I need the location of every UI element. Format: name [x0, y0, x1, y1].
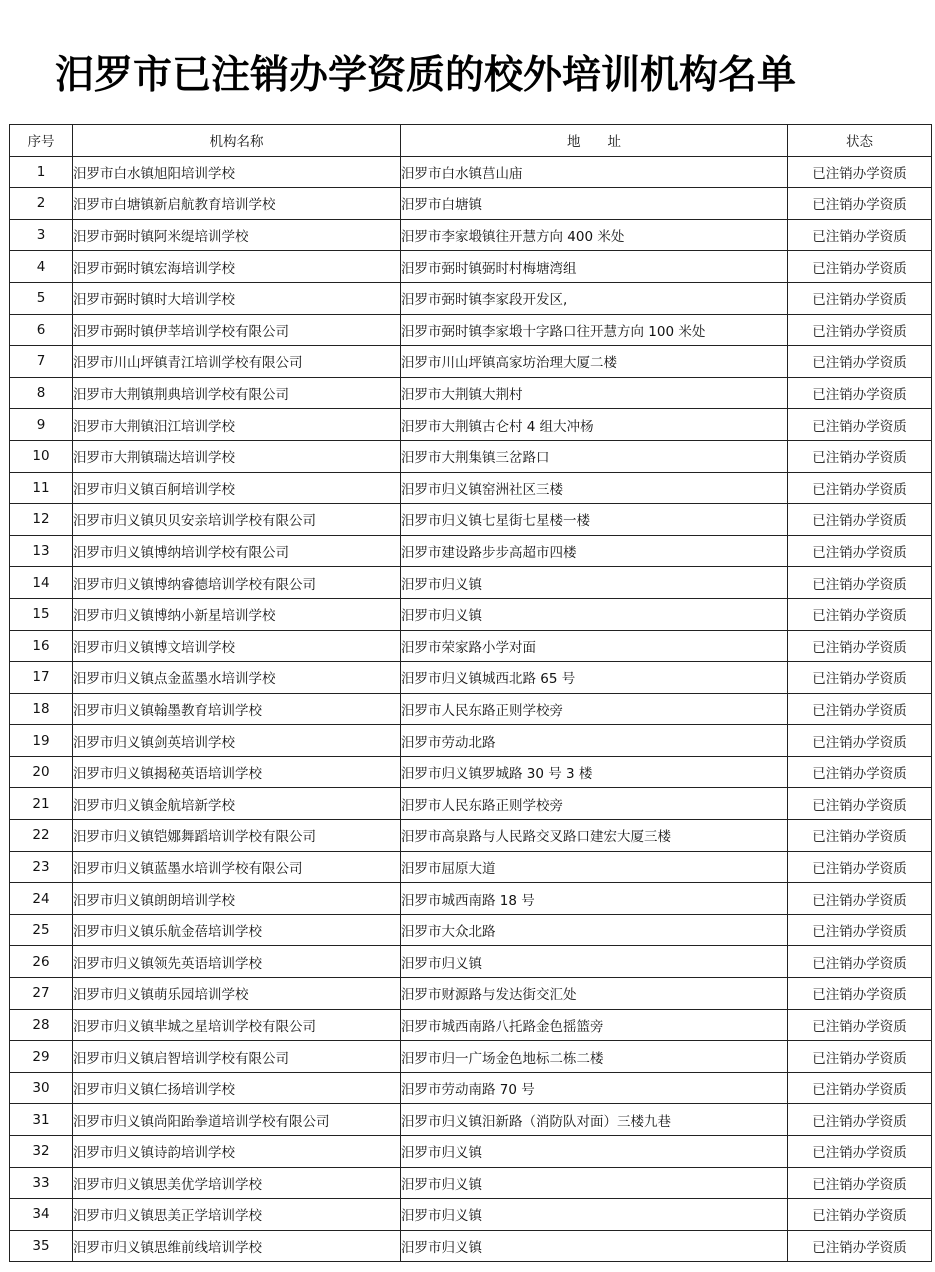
table-row: [10, 630, 932, 662]
status-cell: 已注销办学资质: [788, 788, 932, 820]
row-index-cell: 22: [10, 820, 73, 852]
row-index-cell: 17: [10, 662, 73, 694]
institution-name-cell: 汨罗市归义镇诗韵培训学校: [73, 1136, 401, 1168]
institution-name-cell: 汨罗市归义镇贝贝安亲培训学校有限公司: [73, 504, 401, 536]
status-cell: 已注销办学资质: [788, 1104, 932, 1136]
institution-name-cell: 汨罗市归义镇思美正学培训学校: [73, 1199, 401, 1231]
row-index-cell: 23: [10, 851, 73, 883]
institution-name-cell: 汨罗市归义镇朗朗培训学校: [73, 883, 401, 915]
row-index-cell: 29: [10, 1041, 73, 1073]
address-cell: 汨罗市大荆镇古仑村 4 组大冲杨: [401, 409, 788, 441]
status-cell: 已注销办学资质: [788, 1167, 932, 1199]
institution-name-cell: 汨罗市弼时镇宏海培训学校: [73, 251, 401, 283]
row-index-cell: 15: [10, 598, 73, 630]
institution-name-cell: 汨罗市归义镇博文培训学校: [73, 630, 401, 662]
status-cell: 已注销办学资质: [788, 630, 932, 662]
address-cell: 汨罗市建设路步步高超市四楼: [401, 535, 788, 567]
address-cell: 汨罗市高泉路与人民路交叉路口建宏大厦三楼: [401, 820, 788, 852]
status-cell: 已注销办学资质: [788, 1072, 932, 1104]
address-cell: 汨罗市归义镇城西北路 65 号: [401, 662, 788, 694]
address-cell: 汨罗市归义镇: [401, 1136, 788, 1168]
table-row: [10, 504, 932, 536]
status-cell: 已注销办学资质: [788, 725, 932, 757]
row-index-cell: 26: [10, 946, 73, 978]
status-cell: 已注销办学资质: [788, 251, 932, 283]
row-index-cell: 13: [10, 535, 73, 567]
table-row: [10, 535, 932, 567]
table-row: [10, 567, 932, 599]
table-row: [10, 883, 932, 915]
status-cell: 已注销办学资质: [788, 978, 932, 1010]
address-cell: 汨罗市屈原大道: [401, 851, 788, 883]
address-cell: 汨罗市归义镇: [401, 598, 788, 630]
row-index-cell: 21: [10, 788, 73, 820]
institution-name-cell: 汨罗市弼时镇伊莘培训学校有限公司: [73, 314, 401, 346]
institution-name-cell: 汨罗市大荆镇荆典培训学校有限公司: [73, 377, 401, 409]
address-cell: 汨罗市归一广场金色地标二栋二楼: [401, 1041, 788, 1073]
status-cell: 已注销办学资质: [788, 1009, 932, 1041]
table-row: [10, 1199, 932, 1231]
table-row: [10, 1167, 932, 1199]
table-row: [10, 314, 932, 346]
status-cell: 已注销办学资质: [788, 188, 932, 220]
row-index-cell: 34: [10, 1199, 73, 1231]
row-index-cell: 3: [10, 219, 73, 251]
table-row: [10, 377, 932, 409]
institution-name-cell: 汨罗市弼时镇时大培训学校: [73, 282, 401, 314]
row-index-cell: 6: [10, 314, 73, 346]
table-row: [10, 978, 932, 1010]
status-cell: 已注销办学资质: [788, 472, 932, 504]
table-row: [10, 251, 932, 283]
row-index-cell: 14: [10, 567, 73, 599]
address-cell: 汨罗市归义镇窑洲社区三楼: [401, 472, 788, 504]
address-cell: 汨罗市归义镇汨新路（消防队对面）三楼九巷: [401, 1104, 788, 1136]
table-row: [10, 219, 932, 251]
address-cell: 汨罗市归义镇: [401, 1167, 788, 1199]
row-index-cell: 5: [10, 282, 73, 314]
address-cell: 汨罗市人民东路正则学校旁: [401, 788, 788, 820]
table-row: [10, 346, 932, 378]
address-cell: 汨罗市城西南路八托路金色摇篮旁: [401, 1009, 788, 1041]
address-cell: 汨罗市荣家路小学对面: [401, 630, 788, 662]
status-cell: 已注销办学资质: [788, 440, 932, 472]
institution-name-cell: 汨罗市归义镇启智培训学校有限公司: [73, 1041, 401, 1073]
institution-name-cell: 汨罗市归义镇博纳睿德培训学校有限公司: [73, 567, 401, 599]
institution-name-cell: 汨罗市弼时镇阿米缇培训学校: [73, 219, 401, 251]
institution-name-cell: 汨罗市归义镇金航培新学校: [73, 788, 401, 820]
institution-name-cell: 汨罗市归义镇芈城之星培训学校有限公司: [73, 1009, 401, 1041]
row-index-cell: 18: [10, 693, 73, 725]
row-index-cell: 24: [10, 883, 73, 915]
header-status: 状态: [788, 125, 932, 157]
address-cell: 汨罗市财源路与发达街交汇处: [401, 978, 788, 1010]
institution-name-cell: 汨罗市归义镇蓝墨水培训学校有限公司: [73, 851, 401, 883]
address-cell: 汨罗市弼时镇弼时村梅塘湾组: [401, 251, 788, 283]
status-cell: 已注销办学资质: [788, 1230, 932, 1262]
institution-name-cell: 汨罗市归义镇剑英培训学校: [73, 725, 401, 757]
table-row: [10, 914, 932, 946]
status-cell: 已注销办学资质: [788, 346, 932, 378]
institution-name-cell: 汨罗市大荆镇瑞达培训学校: [73, 440, 401, 472]
table-row: [10, 946, 932, 978]
table-row: [10, 1041, 932, 1073]
institution-name-cell: 汨罗市归义镇铠娜舞蹈培训学校有限公司: [73, 820, 401, 852]
table-row: [10, 409, 932, 441]
address-cell: 汨罗市归义镇: [401, 567, 788, 599]
row-index-cell: 12: [10, 504, 73, 536]
table-row: [10, 440, 932, 472]
address-cell: 汨罗市李家塅镇往开慧方向 400 米处: [401, 219, 788, 251]
address-cell: 汨罗市大众北路: [401, 914, 788, 946]
table-row: [10, 725, 932, 757]
table-row: [10, 788, 932, 820]
status-cell: 已注销办学资质: [788, 377, 932, 409]
address-cell: 汨罗市白水镇莒山庙: [401, 156, 788, 188]
institution-name-cell: 汨罗市归义镇揭秘英语培训学校: [73, 756, 401, 788]
row-index-cell: 35: [10, 1230, 73, 1262]
table-row: [10, 282, 932, 314]
status-cell: 已注销办学资质: [788, 598, 932, 630]
institution-name-cell: 汨罗市大荆镇汨江培训学校: [73, 409, 401, 441]
table-row: [10, 662, 932, 694]
status-cell: 已注销办学资质: [788, 409, 932, 441]
table-row: [10, 1104, 932, 1136]
row-index-cell: 33: [10, 1167, 73, 1199]
address-cell: 汨罗市弼时镇李家塅十字路口往开慧方向 100 米处: [401, 314, 788, 346]
status-cell: 已注销办学资质: [788, 504, 932, 536]
status-cell: 已注销办学资质: [788, 662, 932, 694]
address-cell: 汨罗市归义镇: [401, 1199, 788, 1231]
table-row: [10, 1136, 932, 1168]
institution-name-cell: 汨罗市归义镇仁扬培训学校: [73, 1072, 401, 1104]
row-index-cell: 1: [10, 156, 73, 188]
row-index-cell: 16: [10, 630, 73, 662]
row-index-cell: 20: [10, 756, 73, 788]
status-cell: 已注销办学资质: [788, 851, 932, 883]
status-cell: 已注销办学资质: [788, 567, 932, 599]
row-index-cell: 30: [10, 1072, 73, 1104]
status-cell: 已注销办学资质: [788, 756, 932, 788]
status-cell: 已注销办学资质: [788, 883, 932, 915]
table-row: [10, 1230, 932, 1262]
institution-name-cell: 汨罗市归义镇点金蓝墨水培训学校: [73, 662, 401, 694]
address-cell: 汨罗市归义镇: [401, 1230, 788, 1262]
address-cell: 汨罗市归义镇: [401, 946, 788, 978]
status-cell: 已注销办学资质: [788, 535, 932, 567]
row-index-cell: 19: [10, 725, 73, 757]
institution-name-cell: 汨罗市川山坪镇青江培训学校有限公司: [73, 346, 401, 378]
row-index-cell: 2: [10, 188, 73, 220]
status-cell: 已注销办学资质: [788, 1041, 932, 1073]
address-cell: 汨罗市城西南路 18 号: [401, 883, 788, 915]
table-header-row: [10, 125, 932, 157]
address-cell: 汨罗市劳动北路: [401, 725, 788, 757]
row-index-cell: 32: [10, 1136, 73, 1168]
page-title: 汨罗市已注销办学资质的校外培训机构名单: [55, 52, 797, 98]
institution-name-cell: 汨罗市归义镇乐航金蓓培训学校: [73, 914, 401, 946]
table-row: [10, 598, 932, 630]
institution-name-cell: 汨罗市归义镇博纳小新星培训学校: [73, 598, 401, 630]
table-row: [10, 156, 932, 188]
institution-table: [9, 124, 932, 1262]
status-cell: 已注销办学资质: [788, 820, 932, 852]
row-index-cell: 7: [10, 346, 73, 378]
table-row: [10, 756, 932, 788]
table-body: [10, 156, 932, 1262]
institution-name-cell: 汨罗市归义镇领先英语培训学校: [73, 946, 401, 978]
row-index-cell: 11: [10, 472, 73, 504]
status-cell: 已注销办学资质: [788, 219, 932, 251]
address-cell: 汨罗市大荆集镇三岔路口: [401, 440, 788, 472]
table-row: [10, 820, 932, 852]
status-cell: 已注销办学资质: [788, 314, 932, 346]
address-cell: 汨罗市弼时镇李家段开发区,: [401, 282, 788, 314]
institution-name-cell: 汨罗市归义镇百舸培训学校: [73, 472, 401, 504]
address-cell: 汨罗市白塘镇: [401, 188, 788, 220]
address-cell: 汨罗市川山坪镇高家坊治理大厦二楼: [401, 346, 788, 378]
status-cell: 已注销办学资质: [788, 156, 932, 188]
row-index-cell: 4: [10, 251, 73, 283]
table-row: [10, 1072, 932, 1104]
address-cell: 汨罗市大荆镇大荆村: [401, 377, 788, 409]
institution-name-cell: 汨罗市归义镇思维前线培训学校: [73, 1230, 401, 1262]
institution-name-cell: 汨罗市归义镇尚阳跆拳道培训学校有限公司: [73, 1104, 401, 1136]
institution-name-cell: 汨罗市归义镇思美优学培训学校: [73, 1167, 401, 1199]
table-row: [10, 693, 932, 725]
institution-name-cell: 汨罗市归义镇萌乐园培训学校: [73, 978, 401, 1010]
status-cell: 已注销办学资质: [788, 693, 932, 725]
institution-name-cell: 汨罗市归义镇博纳培训学校有限公司: [73, 535, 401, 567]
header-address: 地 址: [401, 125, 788, 157]
status-cell: 已注销办学资质: [788, 946, 932, 978]
row-index-cell: 10: [10, 440, 73, 472]
row-index-cell: 31: [10, 1104, 73, 1136]
table-row: [10, 188, 932, 220]
status-cell: 已注销办学资质: [788, 1136, 932, 1168]
address-cell: 汨罗市归义镇七星街七星楼一楼: [401, 504, 788, 536]
row-index-cell: 28: [10, 1009, 73, 1041]
status-cell: 已注销办学资质: [788, 1199, 932, 1231]
header-name: 机构名称: [73, 125, 401, 157]
status-cell: 已注销办学资质: [788, 282, 932, 314]
address-cell: 汨罗市归义镇罗城路 30 号 3 楼: [401, 756, 788, 788]
table-row: [10, 1009, 932, 1041]
table-row: [10, 472, 932, 504]
address-cell: 汨罗市劳动南路 70 号: [401, 1072, 788, 1104]
row-index-cell: 25: [10, 914, 73, 946]
row-index-cell: 27: [10, 978, 73, 1010]
address-cell: 汨罗市人民东路正则学校旁: [401, 693, 788, 725]
institution-name-cell: 汨罗市白塘镇新启航教育培训学校: [73, 188, 401, 220]
table-row: [10, 851, 932, 883]
institution-name-cell: 汨罗市白水镇旭阳培训学校: [73, 156, 401, 188]
header-index: 序号: [10, 125, 73, 157]
row-index-cell: 9: [10, 409, 73, 441]
institution-name-cell: 汨罗市归义镇翰墨教育培训学校: [73, 693, 401, 725]
status-cell: 已注销办学资质: [788, 914, 932, 946]
row-index-cell: 8: [10, 377, 73, 409]
